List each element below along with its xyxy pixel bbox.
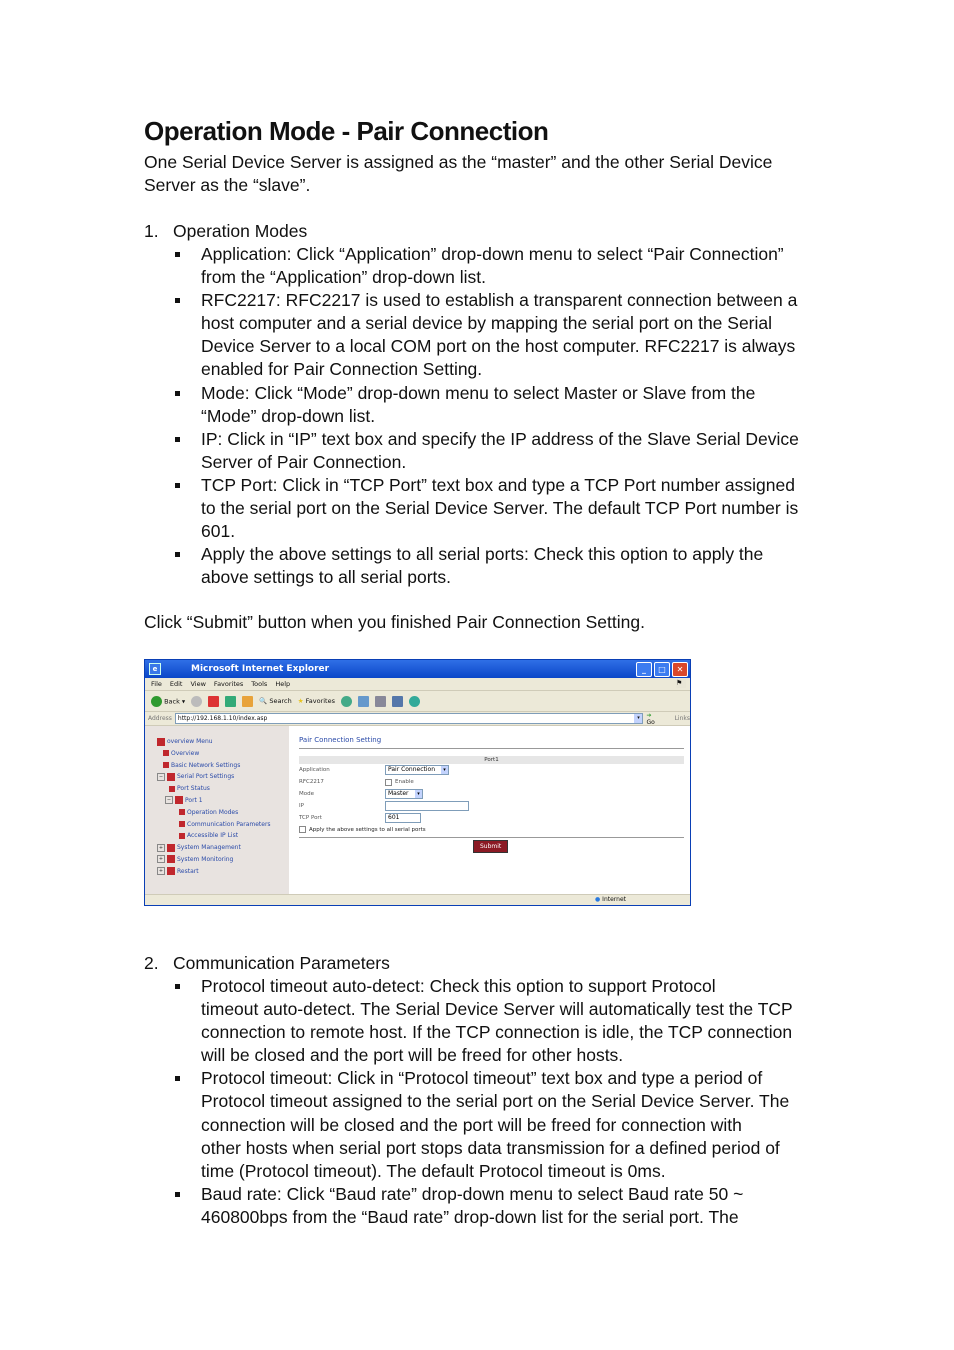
section-heading-communication-parameters: 2. Communication Parameters	[144, 953, 390, 973]
sidebar-nav	[145, 726, 289, 895]
expand-icon[interactable]: +	[158, 844, 164, 851]
close-icon[interactable]: ✕	[672, 662, 688, 677]
back-button[interactable]: Back ▾	[151, 696, 185, 707]
nav-item-operation-modes[interactable]: Operation Modes	[145, 807, 289, 819]
menu-bar	[145, 678, 690, 691]
windows-logo-icon: ⚑	[676, 679, 686, 688]
panel-title: Pair Connection Setting	[299, 736, 684, 749]
stop-icon[interactable]	[208, 696, 219, 707]
tcp-port-row: TCP Port 601	[299, 812, 684, 824]
mode-select[interactable]: Master ▾	[385, 789, 423, 799]
menu-help[interactable]: Help	[275, 680, 291, 688]
browser-screenshot	[144, 659, 691, 906]
menu-file[interactable]: File	[151, 680, 162, 688]
address-bar	[145, 712, 690, 726]
expand-icon[interactable]: +	[158, 856, 164, 863]
home-icon[interactable]	[242, 696, 253, 707]
submit-instruction: Click “Submit” button when you finished Pair Connection Setting.	[144, 612, 645, 633]
folder-icon	[167, 867, 175, 875]
menu-view[interactable]: View	[190, 680, 206, 688]
port-header: Port1	[299, 756, 684, 764]
nav-item-port-status[interactable]: Port Status	[145, 783, 289, 795]
messenger-icon[interactable]	[409, 696, 420, 707]
application-row: Application Pair Connection ▾	[299, 764, 684, 776]
address-label: Address	[148, 715, 172, 722]
folder-icon	[175, 796, 183, 804]
rfc2217-row: RFC2217 Enable	[299, 779, 414, 785]
browser-content	[145, 726, 690, 895]
go-arrow-icon: ➔	[646, 711, 652, 719]
page-icon	[163, 750, 169, 756]
chevron-down-icon: ▾	[415, 790, 422, 798]
tcp-port-input[interactable]: 601	[385, 813, 421, 823]
list-item: Protocol timeout auto-detect: Check this option to support Protocol timeout auto-detect. The Serial Device Server will automatically test the TCP connection to remote host. If the TCP connection is idle, the TCP connection will be closed and the port will be freed for other hosts.	[144, 975, 814, 1067]
print-icon[interactable]	[375, 696, 386, 707]
favorites-button[interactable]: ★ Favorites	[297, 697, 335, 705]
window-titlebar	[145, 660, 690, 678]
go-button[interactable]: ➔ Go	[646, 711, 655, 726]
communication-parameters-list	[144, 975, 814, 1229]
page-icon	[163, 762, 169, 768]
nav-item-overview-menu[interactable]: overview Menu	[145, 736, 289, 748]
expand-icon[interactable]: +	[158, 868, 164, 875]
collapse-icon[interactable]: −	[166, 797, 172, 804]
page-icon	[169, 786, 175, 792]
ip-input[interactable]	[385, 801, 469, 811]
submit-button[interactable]: Submit	[473, 840, 508, 853]
ie-icon: e	[149, 663, 161, 675]
mode-row: Mode Master ▾	[299, 788, 684, 800]
nav-item-system-management[interactable]: + System Management	[158, 844, 241, 852]
section-heading-operation-modes: 1. Operation Modes	[144, 221, 308, 241]
globe-icon: ●	[595, 896, 601, 903]
apply-all-checkbox[interactable]	[299, 826, 306, 833]
nav-item-communication-parameters[interactable]: Communication Parameters	[145, 819, 289, 831]
search-button[interactable]: 🔍 Search	[259, 697, 292, 705]
address-input[interactable]: http://192.168.1.10/index.asp ▾	[175, 713, 644, 724]
page-title: Operation Mode - Pair Connection	[144, 116, 549, 146]
intro-line: One Serial Device Server is assigned as the “master” and the other Serial Device	[144, 152, 773, 172]
nav-item-accessible-ip-list[interactable]: Accessible IP List	[145, 830, 289, 842]
mail-icon[interactable]	[358, 696, 369, 707]
links-label[interactable]: Links	[674, 715, 690, 722]
list-item: IP: Click in “IP” text box and specify the IP address of the Slave Serial Device Server of Pair Connection.	[144, 428, 814, 474]
page-icon	[179, 833, 185, 839]
back-arrow-icon	[151, 696, 162, 707]
collapse-icon[interactable]: −	[158, 773, 164, 780]
menu-tools[interactable]: Tools	[251, 680, 268, 688]
search-icon: 🔍	[259, 697, 268, 705]
nav-item-port-1[interactable]: − Port 1	[166, 796, 203, 804]
list-item: RFC2217: RFC2217 is used to establish a transparent connection between a host computer and a serial device by mapping the serial port on the Serial Device Server to a local COM port on the host computer. RFC2217 is always enabled for Pair Connection Setting.	[144, 289, 814, 381]
settings-pane	[289, 726, 690, 895]
nav-item-basic-network[interactable]: Basic Network Settings	[145, 760, 289, 772]
intro-line: Server as the “slave”.	[144, 175, 311, 195]
edit-icon[interactable]	[392, 696, 403, 707]
application-select[interactable]: Pair Connection ▾	[385, 765, 449, 775]
chevron-down-icon: ▾	[441, 766, 448, 774]
menu-edit[interactable]: Edit	[169, 680, 183, 688]
folder-icon	[167, 844, 175, 852]
list-item: Baud rate: Click “Baud rate” drop-down menu to select Baud rate 50 ~ 460800bps from the “Baud rate” drop-down list for the serial port. The	[144, 1183, 814, 1229]
refresh-icon[interactable]	[225, 696, 236, 707]
page-icon	[179, 809, 185, 815]
section-communication	[144, 952, 814, 1229]
history-icon[interactable]	[341, 696, 352, 707]
nav-item-system-monitoring[interactable]: + System Monitoring	[158, 855, 234, 863]
forward-arrow-icon[interactable]	[191, 696, 202, 707]
window-title: Microsoft Internet Explorer	[191, 664, 330, 674]
folder-icon	[167, 855, 175, 863]
list-item: Application: Click “Application” drop-down menu to select “Pair Connection” from the “Application” drop-down list.	[144, 243, 814, 289]
rfc2217-checkbox[interactable]	[385, 779, 392, 786]
nav-item-overview[interactable]: Overview	[145, 748, 289, 760]
folder-icon	[157, 738, 165, 746]
list-item: Apply the above settings to all serial ports: Check this option to apply the above settings to all serial ports.	[144, 543, 814, 589]
status-bar	[145, 894, 690, 905]
intro-paragraph	[144, 151, 814, 197]
apply-all-row: Apply the above settings to all serial ports	[299, 826, 684, 838]
folder-icon	[167, 773, 175, 781]
operation-modes-list	[144, 243, 814, 589]
maximize-icon[interactable]: □	[654, 662, 670, 677]
list-item: Mode: Click “Mode” drop-down menu to select Master or Slave from the “Mode” drop-down list.	[144, 382, 814, 428]
page-top	[144, 116, 814, 634]
status-zone: ● Internet	[595, 896, 626, 903]
nav-item-restart[interactable]: + Restart	[158, 867, 199, 875]
chevron-down-icon[interactable]: ▾	[634, 714, 642, 723]
menu-favorites[interactable]: Favorites	[213, 680, 244, 688]
list-item: TCP Port: Click in “TCP Port” text box and type a TCP Port number assigned to the serial port on the Serial Device Server. The default TCP Port number is 601.	[144, 474, 814, 543]
ip-row: IP	[299, 800, 684, 812]
star-icon: ★	[297, 697, 304, 705]
toolbar	[145, 691, 690, 712]
list-item: Protocol timeout: Click in “Protocol timeout” text box and type a period of Protocol timeout assigned to the serial port on the Serial Device Server. The connection will be closed and the port will be freed for connection with other hosts when serial port stops data transmission for a defined period of time (Protocol timeout). The default Protocol timeout is 0ms.	[144, 1067, 814, 1182]
page-icon	[179, 821, 185, 827]
minimize-icon[interactable]: _	[636, 662, 652, 677]
nav-item-serial-port[interactable]: − Serial Port Settings	[158, 773, 235, 781]
